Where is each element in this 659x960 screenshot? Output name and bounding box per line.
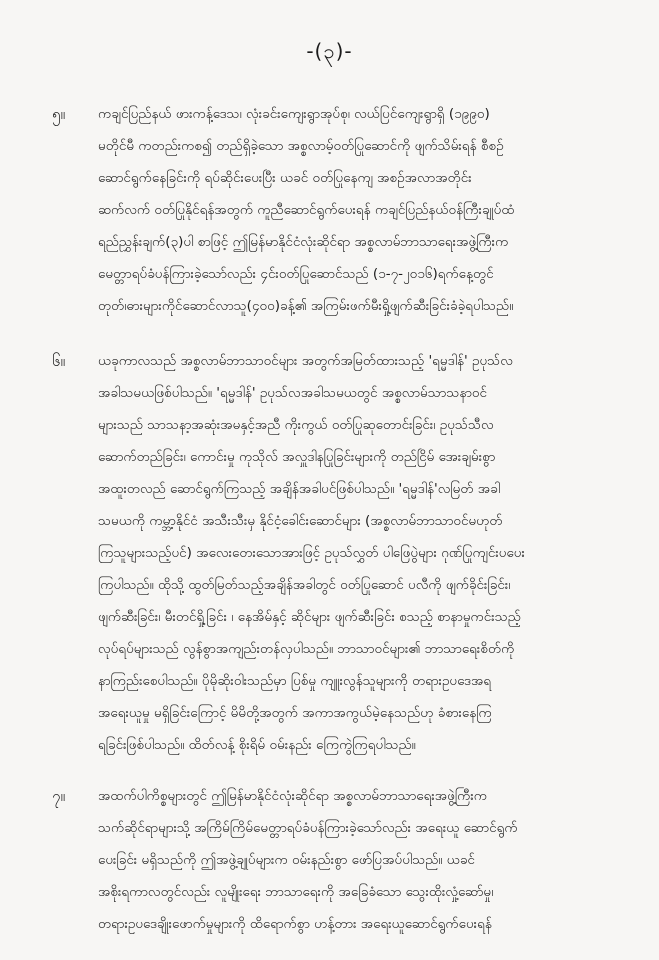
paragraph-body (98, 98, 618, 322)
paragraph-number: ၆။ (52, 352, 65, 370)
text-line: မတိုင်မီ ကတည်းကစ၍ တည်ရှိခဲ့သော အစ္စလာမ့်ဝတ်ပြုဆောင်ကို ဖျက်သိမ်းရန် စီစဉ် (98, 138, 504, 154)
text-line: ဆောက်တည်ခြင်း၊ ကောင်းမှု ကုသိုလ် အလှူဒါနပြုခြင်းများကို တည်ငြိမ် အေးချမ်းစွာ (98, 449, 496, 465)
text-line: ရခြင်းဖြစ်ပါသည်။ ထိတ်လန့် စိုးရိမ် ဝမ်းနည်း ကြေကွဲကြရပါသည်။ (98, 737, 416, 753)
paragraph-body (98, 780, 618, 940)
text-line: ဖျက်ဆီးခြင်း၊ မီးတင်ရှို့ခြင်း ၊ နေအိမ်နှင့် ဆိုင်များ ဖျက်ဆီးခြင်း စသည့် စာနာမှုကင်းသည့် (98, 609, 521, 625)
text-line: ကချင်ပြည်နယ် ဖားကန့်ဒေသ၊ လုံးခင်းကျေးရွာအုပ်စု၊ လယ်ပြင်ကျေးရွာရှိ (၁၉၉၀) (98, 106, 490, 122)
paragraph-body (98, 345, 618, 761)
text-line: အခါသမယဖြစ်ပါသည်။ 'ရမ္မဒါန်' ဥပုသ်လအခါသမယတွင် အစ္စလာမ်သာသနာဝင် (98, 385, 487, 401)
text-line: အစိုးရကာလတွင်လည်း လူမျိုးရေး ဘာသာရေးကို အခြေခံသော သွေးထိုးလှုံ့ဆော်မှု၊ (98, 884, 494, 900)
text-line: ဆက်လက် ဝတ်ပြုနိုင်ရန်အတွက် ကူညီဆောင်ရွက်ပေးရန် ကချင်ပြည်နယ်ဝန်ကြီးချုပ်ထံ (98, 202, 515, 218)
text-line: သမယကို ကမ္ဘာ့နိုင်ငံ အသီးသီးမှ နိုင်ငံ့ခေါင်းဆောင်များ (အစ္စလာမ်ဘာသာဝင်မဟုတ် (98, 513, 503, 529)
text-line: လုပ်ရပ်များသည် လွန်စွာအကျည်းတန်လှပါသည်။ ဘာသာဝင်များ၏ ဘာသာရေးစိတ်ကို (98, 641, 515, 657)
page-number: -(၃)- (306, 39, 353, 63)
text-line: နာကြည်းစေပါသည်။ ပိုမိုဆိုးဝါးသည်မှာ ပြစ်မှု ကျူးလွန်သူများကို တရားဥပဒေအရ (98, 673, 492, 689)
text-line: တုတ်၊ဓားများကိုင်ဆောင်လာသူ(၄၀၀)ခန့်၏ အကြမ်းဖက်မီးရှို့ဖျက်ဆီးခြင်းခံခဲ့ရပါသည်။ (98, 298, 514, 314)
text-line: ကြသူများသည့်ပင်) အလေးတေးသောအားဖြင့် ဥပုသ်လွှတ် ပါဖြေပွဲများ ဂုဏ်ပြုကျင်းပပေး (98, 545, 525, 561)
text-line: အထူးတလည် ဆောင်ရွက်ကြသည့် အချိန်အခါပင်ဖြစ်ပါသည်။ 'ရမ္မဒါန်'လမြတ် အခါ (98, 481, 501, 497)
text-line: မေတ္တာရပ်ခံပန်ကြားခဲ့သော်လည်း ၄င်းဝတ်ပြုဆောင်သည် (၁-၇-၂၀၁၆)ရက်နေ့တွင် (98, 266, 494, 282)
text-line: ပေးခြင်း မရှိသည်ကို ဤအဖွဲ့ချုပ်များက ဝမ်းနည်းစွာ ဖော်ပြအပ်ပါသည်။ ယခင် (98, 852, 475, 868)
text-line: အထက်ပါကိစ္စများတွင် ဤမြန်မာနိုင်ငံလုံးဆိုင်ရာ အစ္စလာမ်ဘာသာရေးအဖွဲ့ကြီးက (98, 788, 487, 804)
text-line: ရည်ညွှန်းချက်(၃)ပါ စာဖြင့် ဤမြန်မာနိုင်ငံလုံးဆိုင်ရာ အစ္စလာမ်ဘာသာရေးအဖွဲ့ကြီးက (98, 234, 509, 250)
text-line: သက်ဆိုင်ရာများသို့ အကြိမ်ကြိမ်မေတ္တာရပ်ခံပန်ကြားခဲ့သော်လည်း အရေးယူ ဆောင်ရွက် (98, 820, 518, 836)
paragraph-number: ၅။ (52, 105, 65, 123)
text-line: တရားဥပဒေချိုးဖောက်မှုများကို ထိရောက်စွာ ဟန့်တား အရေးယူဆောင်ရွက်ပေးရန် (98, 916, 492, 932)
paragraph-number: ၇။ (52, 787, 65, 805)
text-line: အရေးယူမှု မရှိခြင်းကြောင့် မိမိတို့အတွက် အကာအကွယ်မဲ့နေသည်ဟု ခံစားနေကြ (98, 705, 492, 721)
text-line: ယခုကာလသည် အစ္စလာမ်ဘာသာဝင်များ အတွက်အမြတ်ထားသည့် 'ရမ္မဒါန်' ဥပုသ်လ (98, 353, 513, 369)
text-line: ဆောင်ရွက်နေခြင်းကို ရပ်ဆိုင်းပေးပြီး ယခင် ဝတ်ပြုနေကျ အစဉ်အလာအတိုင်း (98, 170, 472, 186)
text-line: များသည် သာသနာ့အဆုံးအမနှင့်အညီ ကိုးကွယ် ဝတ်ပြုဆုတောင်းခြင်း၊ ဥပုသ်သီလ (98, 417, 494, 433)
text-line: ကြပါသည်။ ထိုသို့ ထွတ်မြတ်သည့်အချိန်အခါတွင် ဝတ်ပြုဆောင် ပလီကို ဖျက်ခိုင်းခြင်း၊ (98, 577, 511, 593)
